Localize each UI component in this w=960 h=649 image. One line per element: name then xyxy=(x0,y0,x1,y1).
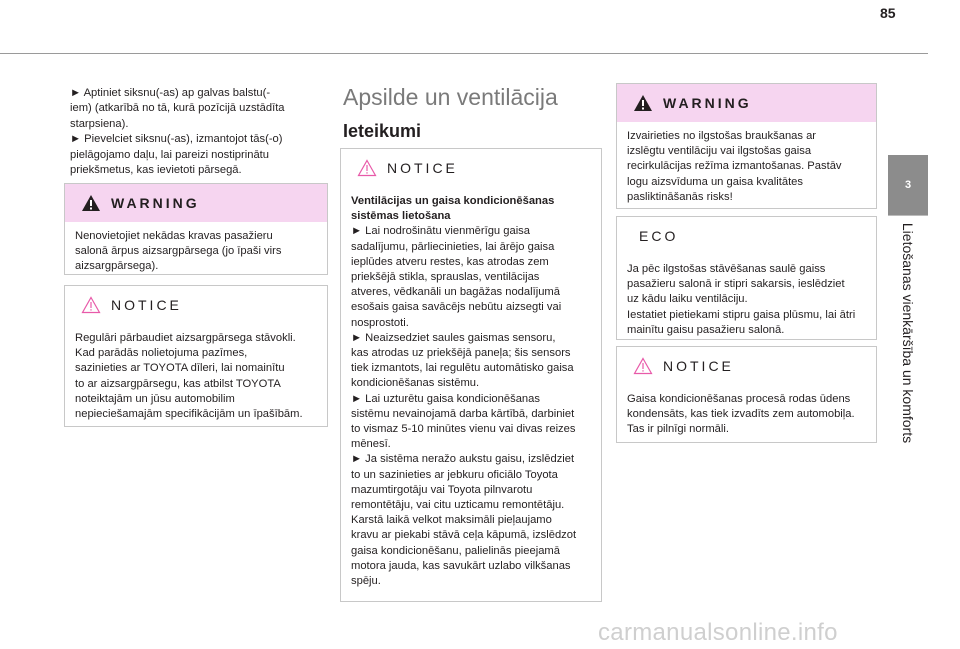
warning-header xyxy=(617,84,876,122)
subsection-title: Ieteikumi xyxy=(343,121,422,141)
header-divider xyxy=(0,53,928,54)
warning-box-ventilation xyxy=(616,83,877,209)
notice-header xyxy=(65,286,327,324)
notice-box-ventilation xyxy=(340,148,602,602)
warning-box-cargo xyxy=(64,183,328,275)
chapter-tab-divider xyxy=(888,215,928,216)
warning-icon xyxy=(81,194,101,212)
notice-lead: Ventilācijas un gaisa kondicionēšanas sistēmas lietošana xyxy=(351,195,555,223)
chapter-title: Lietošanas vienkāršība un komforts xyxy=(900,222,916,444)
watermark: carmanualsonline.info xyxy=(598,619,838,646)
eco-text: Ja pēc ilgstošas stāvēšanas saulē gaiss pasažieru salonā ir stipri sakarsis, ieslēdziet uz kādu laiku ventilāciju. Iestatiet pietiekami stipru gaisa plūsmu, lai ātri mainītu gaisu pasažieru salonā. xyxy=(627,263,856,336)
eco-header xyxy=(617,217,876,255)
warning-text: Izvairieties no ilgstošas braukšanas ar izslēgtu ventilāciju vai ilgstošas gaisa recirkulācijas režīma izmantošanas. Pastāv logu aizsvīduma un gaisa kvalitātes pasliktināšanās risks! xyxy=(627,130,842,203)
warning-title: WARNING xyxy=(663,95,752,111)
notice-header xyxy=(341,149,601,187)
page-number: 85 xyxy=(880,5,896,21)
notice-icon xyxy=(357,159,377,177)
notice-text: Gaisa kondicionēšanas procesā rodas ūdens kondensāts, kas tiek izvadīts zem automobiļa. Tas ir pilnīgi normāli. xyxy=(627,393,855,436)
eco-title: ECO xyxy=(639,228,679,244)
notice-icon xyxy=(633,357,653,375)
notice-box-cover xyxy=(64,285,328,427)
notice-text: Regulāri pārbaudiet aizsargpārsega stāvokli. Kad parādās nolietojuma pazīmes, sazinieties ar TOYOTA dīleri, lai nomainītu to ar aizsargpārsegu, kas atbilst TOYOTA noteiktajām un jūsu automobilim nepieciešamajām specifikācijām un īpašībām. xyxy=(75,332,303,421)
intro-instructions: ► Aptiniet siksnu(-as) ap galvas balstu(- iem) (atkarībā no tā, kurā pozīcijā uzstādīta starpsiena). ► Pievelciet siksnu(-as), izmantojot tās(-o) pielāgojamo daļu, lai pareizi nostiprinātu priekšmetus, kas ievietoti pārsegā. xyxy=(70,87,285,177)
warning-text: Nenovietojiet nekādas kravas pasažieru salonā ārpus aizsargpārsega (jo īpaši virs aizsargpārsega). xyxy=(75,230,282,273)
notice-title: NOTICE xyxy=(111,297,182,313)
warning-header xyxy=(65,184,327,222)
warning-title: WARNING xyxy=(111,195,200,211)
notice-box-condensate xyxy=(616,346,877,443)
notice-title: NOTICE xyxy=(663,358,734,374)
notice-icon xyxy=(81,296,101,314)
warning-icon xyxy=(633,94,653,112)
notice-body xyxy=(341,187,601,597)
notice-header xyxy=(617,347,876,385)
notice-text: ► Lai nodrošinātu vienmērīgu gaisa sadalījumu, pārliecinieties, lai ārējo gaisa ieplūdes atveru restes, kas atrodas zem priekšējā stikla, sprauslas, ventilācijas atveres, vēdkanāli un bagāžas nodalījumā esošais gaisa savācējs nebūtu aizsegti vai nosprostoti. ► Neaizsedziet saules gaismas sensoru, kas atrodas uz priekšējā paneļa; šis sensors tiek izmantots, lai regulētu automātisko gaisa kondicionēšanas sistēmu. ► Lai uzturētu gaisa kondicionēšanas sistēmu nevainojamā darba kārtībā, darbiniet to vismaz 5-10 minūtes vienu vai divas reizes mēnesī. ► Ja sistēma neražo aukstu gaisu, izslēdziet to un sazinieties ar jebkuru oficiālo Toyota mazumtirgotāju vai Toyota pilnvarotu remontētāju, vai citu uzticamu remontētāju. Karstā laikā velkot maksimāli pieļaujamo kravu ar piekabi stāvā ceļa kāpumā, izslēdzot gaisa kondicionēšanu, palielinās pieejamā motora jauda, kas savukārt uzlabo vilkšanas spēju. xyxy=(351,225,577,588)
eco-box xyxy=(616,216,877,340)
notice-title: NOTICE xyxy=(387,160,458,176)
section-title: Apsilde un ventilācija xyxy=(343,84,558,110)
chapter-tab[interactable]: 3 xyxy=(888,155,928,215)
